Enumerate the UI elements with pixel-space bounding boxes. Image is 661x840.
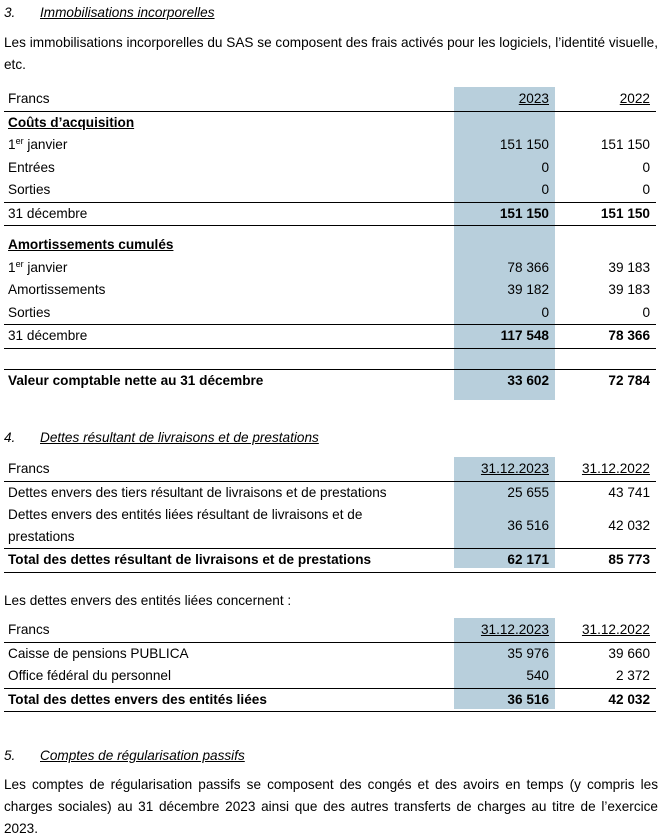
table-row [4,643,656,666]
table-header [4,88,656,112]
related-intro: Les dettes envers des entités liées concernent : [4,593,292,608]
table-row [4,482,656,505]
table-row [4,134,656,157]
row-label: 31 décembre [8,328,88,343]
row-value-2022: 0 [642,182,650,197]
row-value-2023: 151 150 [499,137,549,152]
row-value-2023: 33 602 [507,372,549,388]
table-header [4,619,656,643]
section-title: Dettes résultant de livraisons et de prestations [40,430,319,445]
row-value-2023: 36 516 [507,518,549,533]
row-value-2022: 2 372 [615,668,650,683]
row-value-2022: 39 183 [608,259,650,275]
row-value-2022: 42 032 [608,691,650,707]
row-label: Amortissements [8,282,106,297]
row-value-2022: 151 150 [600,137,650,152]
header-col-2023: 31.12.2023 [480,461,549,476]
row-value-2023: 25 655 [507,484,549,500]
amort-title-row [4,234,656,257]
row-label: Valeur comptable nette au 31 décembre [8,372,264,388]
row-value-2023: 151 150 [499,205,549,221]
related-total-row [4,689,656,713]
net-value-row [4,370,656,393]
row-value-2022: 78 366 [608,328,650,343]
header-label: Francs [8,622,50,637]
section-3-heading [4,5,215,20]
section-title: Immobilisations incorporelles [40,5,215,20]
header-col-2023: 31.12.2023 [480,622,549,637]
row-label: Total des dettes résultant de livraisons et de prestations [8,552,372,567]
row-value-2022: 0 [642,304,650,320]
section-3-intro: Les immobilisations incorporelles du SAS se composent des frais activés pour les logiciels, l’identité visuelle, etc. [4,35,658,72]
section-5-text: Les comptes de régularisation passifs se composent des congés et des avoirs en temps (y compris les charges sociales) au 31 décembre 2023 ainsi que des autres transferts de charges au titre de l’exercice 2023. [4,777,658,836]
row-label: 1er janvier [8,136,68,152]
section-5-heading [4,748,245,763]
row-label: 31 décembre [8,205,88,221]
row-value-2023: 0 [541,304,549,320]
table-row [4,302,656,326]
spacer [4,349,656,370]
acq-total-row [4,203,656,227]
acq-title: Coûts d’acquisition [8,114,135,130]
row-value-2022: 85 773 [608,552,650,567]
row-label: Dettes envers des entités liées résultant de livraisons et de prestations [8,507,363,544]
row-value-2022: 39 183 [608,282,650,297]
row-label: Sorties [8,182,51,197]
row-value-2023: 540 [526,668,549,683]
row-value-2022: 39 660 [608,645,650,661]
table-row [4,504,656,549]
row-value-2022: 151 150 [600,205,650,221]
amort-title: Amortissements cumulés [8,237,174,252]
table-row [4,257,656,280]
row-label: Sorties [8,304,51,320]
table-header [4,458,656,482]
row-value-2023: 39 182 [507,282,549,297]
row-value-2023: 117 548 [500,328,549,343]
dettes-table [4,458,656,573]
row-label: Dettes envers des tiers résultant de livraisons et de prestations [8,484,387,500]
dettes-total-row [4,549,656,573]
row-value-2022: 0 [642,159,650,175]
section-number: 3. [4,5,16,20]
immobilisations-table [4,88,656,392]
table-row [4,665,656,689]
amort-total-row [4,325,656,349]
row-label: Entrées [8,159,55,175]
entites-liees-table [4,619,656,712]
header-col-2022: 31.12.2022 [581,622,650,637]
section-number: 5. [4,748,16,763]
row-label: 1er janvier [8,258,68,275]
acq-title-row [4,112,656,135]
header-col-2023: 2023 [518,91,549,106]
table-row [4,179,656,203]
row-value-2023: 0 [541,182,549,197]
row-label: Caisse de pensions PUBLICA [8,645,189,661]
header-col-2022: 2022 [619,91,650,106]
header-col-2022: 31.12.2022 [581,461,650,476]
table-row [4,279,656,302]
row-label: Total des dettes envers des entités liées [8,691,267,707]
table-row [4,157,656,180]
header-label: Francs [8,461,50,476]
row-value-2023: 35 976 [507,645,549,661]
spacer [4,226,656,234]
row-value-2022: 72 784 [608,372,650,388]
section-title: Comptes de régularisation passifs [40,748,245,763]
row-value-2023: 0 [541,159,549,175]
section-number: 4. [4,430,16,445]
row-value-2022: 43 741 [608,484,650,500]
header-label: Francs [8,91,50,106]
row-value-2023: 62 171 [507,552,549,567]
row-value-2023: 78 366 [507,259,549,275]
row-value-2022: 42 032 [608,518,650,533]
row-label: Office fédéral du personnel [8,668,171,683]
row-value-2023: 36 516 [507,691,549,707]
section-4-heading [4,430,319,445]
